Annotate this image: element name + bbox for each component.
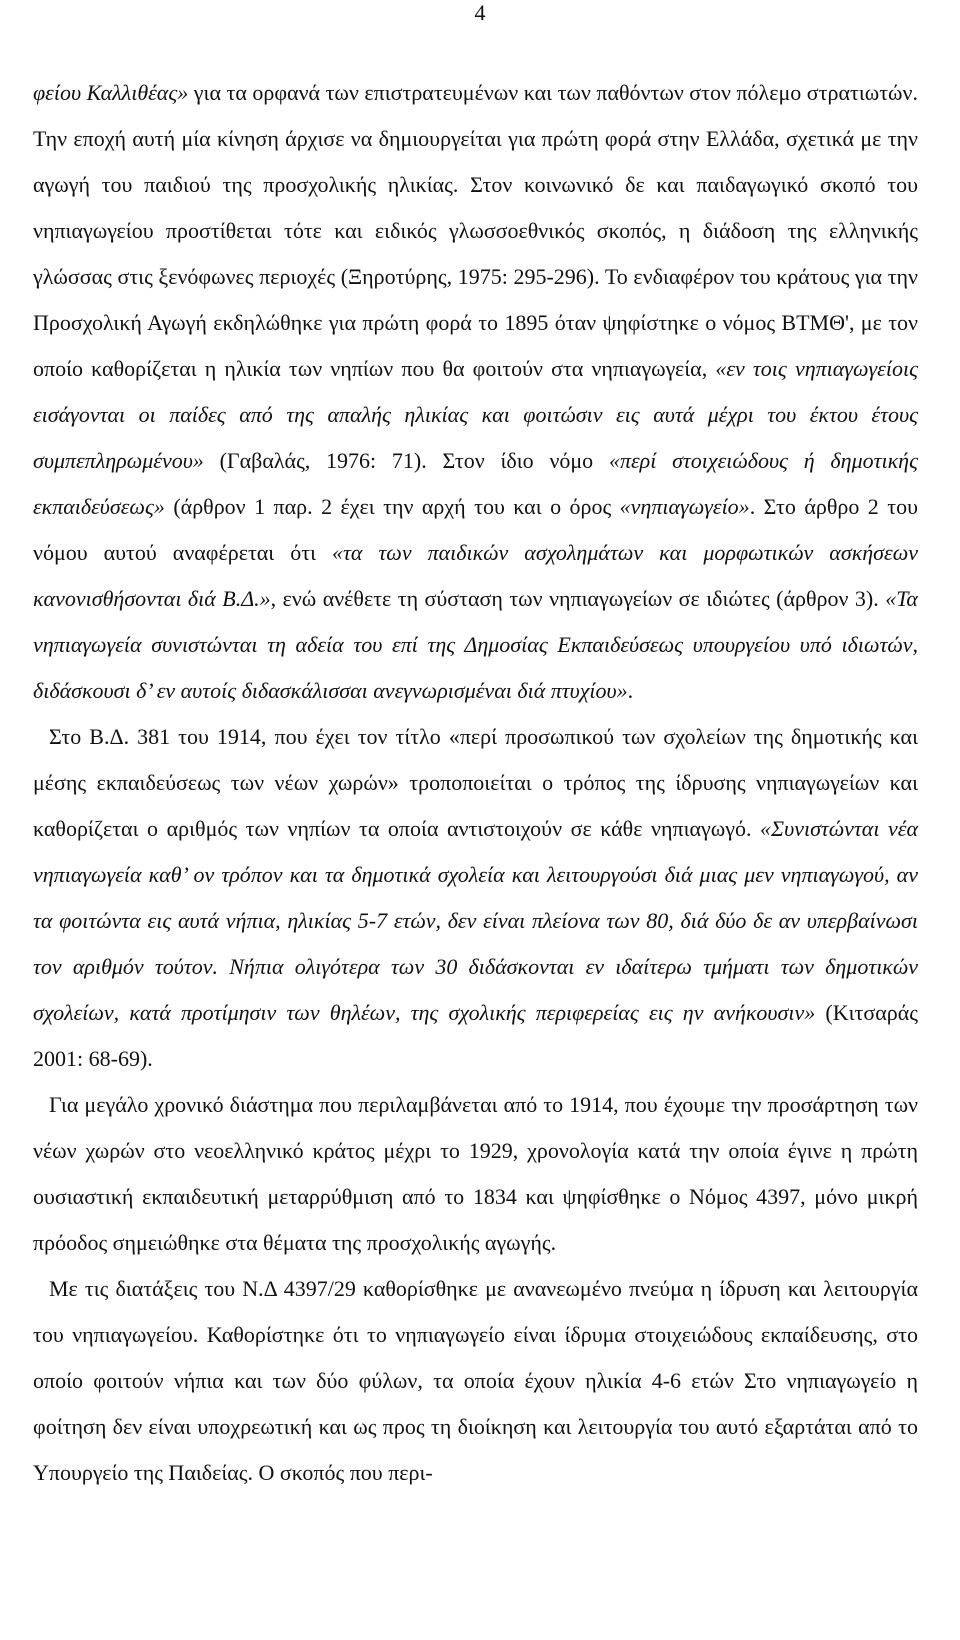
paragraph xyxy=(33,1082,918,1266)
text-run: , ενώ ανέθετε τη σύσταση των νηπιαγωγείων σε ιδιώτες (άρθρον 3). xyxy=(270,586,886,611)
italic-text-run: φείου Καλλιθέας» xyxy=(33,80,189,105)
italic-text-run: «περί στοιχειώδους ή δημοτικής εκπαιδεύσεως» xyxy=(33,448,918,519)
paragraph xyxy=(33,1266,918,1496)
italic-text-run: «Τα νηπιαγωγεία συνιστώνται τη αδεία του επί της Δημοσίας Εκπαιδεύσεως υπουργείου υπό ιδιωτών, διδάσκουσι δ’ εν αυτοίς διδασκάλισσαι ανεγνωρισμέναι διά πτυχίου» xyxy=(33,586,918,703)
paragraph xyxy=(33,70,918,714)
text-run: Στο Β.Δ. 381 του 1914, που έχει τον τίτλο «περί προσωπικού των σχολείων της δημοτικής και μέσης εκπαιδεύσεως των νέων χωρών» τροποποιείται ο τρόπος της ίδρυσης νηπιαγωγείων και καθορίζεται ο αριθμός των νηπίων τα οποία αντιστοιχούν σε κάθε νηπιαγωγό. xyxy=(33,724,918,841)
paragraph xyxy=(33,714,918,1082)
text-run: Για μεγάλο χρονικό διάστημα που περιλαμβάνεται από το 1914, που έχουμε την προσάρτηση των νέων χωρών στο νεοελληνικό κράτος μέχρι το 1929, χρονολογία κατά την οποία έγινε η πρώτη ουσιαστική εκπαιδευτική μεταρρύθμιση από το 1834 και ψηφίσθηκε ο Νόμος 4397, μόνο μικρή πρόοδος σημειώθηκε στα θέματα της προσχολικής αγωγής. xyxy=(33,1092,918,1255)
page-number: 4 xyxy=(474,0,486,25)
text-run: (άρθρον 1 παρ. 2 έχει την αρχή του και ο όρος xyxy=(164,494,620,519)
text-run: Με τις διατάξεις του Ν.Δ 4397/29 καθορίσθηκε με ανανεωμένο πνεύμα η ίδρυση και λειτουργία του νηπιαγωγείου. Καθορίστηκε ότι το νηπιαγωγείο είναι ίδρυμα στοιχειώδους εκπαίδευσης, στο οποίο φοιτούν νήπια και των δύο φύλων, τα οποία έχουν ηλικία 4-6 ετών Στο νηπιαγωγείο η φοίτηση δεν είναι υποχρεωτική και ως προς τη διοίκηση και λειτουργία του αυτό εξαρτάται από το Υπουργείο της Παιδείας. Ο σκοπός που περι- xyxy=(33,1276,918,1485)
text-run: (Γαβαλάς, 1976: 71). Στον ίδιο νόμο xyxy=(203,448,609,473)
text-run: . Στο άρθρο 2 του νόμου αυτού αναφέρεται ότι xyxy=(33,494,918,565)
italic-text-run: «Συνιστώνται νέα νηπιαγωγεία καθ’ ον τρόπον και τα δημοτικά σχολεία και λειτουργούσι διά μιας μεν νηπιαγωγού, αν τα φοιτώντα εις αυτά νήπια, ηλικίας 5-7 ετών, δεν είναι πλείονα των 80, διά δύο δε αν υπερβαίνωσι τον αριθμόν τούτον. Νήπια ολιγότερα των 30 διδάσκονται εν ιδαίτερω τμήματι των δημοτικών σχολείων, κατά προτίμησιν των θηλέων, της σχολικής περιφερείας εις ην ανήκουσιν» xyxy=(33,816,919,1025)
page-body xyxy=(33,70,918,1496)
text-run: . xyxy=(627,678,634,703)
italic-text-run: «τα των παιδικών ασχολημάτων και μορφωτικών ασκήσεων κανονισθήσονται διά Β.Δ.» xyxy=(33,540,918,611)
text-run: για τα ορφανά των επιστρατευμένων και των παθόντων στον πόλεμο στρατιωτών. Την εποχή αυτή μία κίνηση άρχισε να δημιουργείται για πρώτη φορά στην Ελλάδα, σχετικά με την αγωγή του παιδιού της προσχολικής ηλικίας. Στον κοινωνικό δε και παιδαγωγικό σκοπό του νηπιαγωγείου προστίθεται τότε και ειδικός γλωσσοεθνικός σκοπός, η διάδοση της ελληνικής γλώσσας στις ξενόφωνες περιοχές (Ξηροτύρης, 1975: 295-296). Το ενδιαφέρον του κράτους για την Προσχολική Αγωγή εκδηλώθηκε για πρώτη φορά το 1895 όταν ψηφίστηκε ο νόμος ΒΤΜΘ', με τον οποίο καθορίζεται η ηλικία των νηπίων που θα φοιτούν στα νηπιαγωγεία, xyxy=(33,80,918,381)
italic-text-run: «εν τοις νηπιαγωγείοις εισάγονται οι παίδες από της απαλής ηλικίας και φοιτώσιν εις αυτά μέχρι του έκτου έτους συμπεπληρωμένου» xyxy=(33,356,918,473)
text-run: (Κιτσαράς 2001: 68-69). xyxy=(33,1000,918,1071)
italic-text-run: «νηπιαγωγείο» xyxy=(619,494,750,519)
